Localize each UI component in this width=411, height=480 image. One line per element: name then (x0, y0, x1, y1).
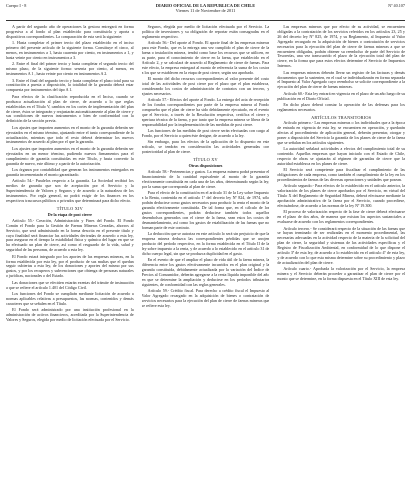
paragraph: Sin embargo, para los efectos de la aplicación de lo dispuesto en este artículo, se tendrán en consideración las actividades generadas con posterioridad al plan de cierre. (141, 139, 270, 155)
paragraph: Los funciones del Fondo se cumplirán mediante licitación de acuerdo a normas aplicables relativas a presupuestos, las normas, contenidos y demás caracteres que se señalen en el Título. (6, 291, 134, 306)
paragraph: Artículo 56.- Del aporte al Fondo. El aporte final de las empresas mineras para este Fondo, que es la entrega una vez cumplido el plan de cierre de la faena o instalación minera, tendrá como base los recursos que se utilicen, en su parte, para el conocimiento de cierre en la faena, que establecido en el Artículo 2, y se calculará de acuerdo al Reglamento de cierre de faenas. Para este efecto, la empresa entregará al monto de referencia la suma de los costos a los que se establecen en la etapa de post cierre, según sea aprobado. (141, 40, 270, 75)
paragraph: El Fondo será administrado por una institución profesional en la administración de activos financieros, acreditada por la Superintendencia de Valores y Seguros, elegida por medio de licitación efectuada por el Servicio. (6, 307, 134, 323)
paragraph: En dicho plazo deberá constar la operación de las defensas para los reglamentos necesarios. (277, 102, 405, 112)
section-subheading: Otras disposiciones (188, 163, 223, 169)
paragraph: Las donaciones que se efectúen estarán exentas del trámite de insinuación a que se refiere el artículo 1.401 del Código Civil. (6, 279, 134, 290)
header-center (76, 3, 335, 13)
text-columns (6, 25, 405, 477)
paragraph: Artículo 55.- Creación, Administración y Fines del Fondo. El Fondo Común el Fondo para la Gestión de Faenas Mineras Cerradas, ahorros al Servicio, que será administrado en la forma descrita en el presente título y cuya finalidad será financiar las actividades derivadas de acuerdo a esta ley, para asegurar en el tiempo la estabilidad física y química del lugar en que se ha efectuado un plan de cierre, así como el resguardo de la vida, salud y seguridad de las personas, de acuerdo a esta ley. (6, 217, 134, 253)
paragraph: El proceso de valorización respecto de la fase de cierre deberá efectuarse en el plazo de dos años, de manera que existan los aspectos sustanciales a evaluarse de acuerdo con los reglamentos correspondientes. (277, 209, 405, 225)
paragraph: El Servicio será competente para fiscalizar el cumplimiento de las obligaciones de cada empresa, como también el cumplimiento de la ley en los procedimientos de faenas de las diversas operaciones y unidades que posean. (277, 167, 405, 182)
paragraph: Los órganos por contabilidad que generan los instrumentos entregados en garantía incrementarán el monto garantizado. (6, 166, 134, 177)
paragraph: Artículo 58.- Pertenencias y gastos. La empresa minera podrá presentar el financiamiento de la cantidad equivalente al monto de la garantía efectivamente constituida en cada una de las años, determinando según la ley, por la suma que corresponda al plan de cierre. (141, 169, 270, 189)
paragraph: En el evento de que el ampliar el plazo de vida útil de la faena minera, la diferencia entre los gastos efectivamente incurridos en el plan original y la garantía constituida, debidamente actualizada por la variación del Índice de Precios al Consumidor, deberán agregarse a la renta líquida imponible del año en que se determine la ampliación y deducirse en los períodos tributarios siguientes, de conformidad con las reglas generales. (141, 257, 270, 287)
page-header (6, 3, 405, 21)
paragraph: La deducción que se autoriza en este artículo lo será sin perjuicio de que la empresa minera deduzca las correspondientes pérdidas que se arrojen producto del período respectivo, en la forma establecida en el Título II de la ley sobre impuesto a la renta, y de acuerdo a lo establecido en el artículo 31 de dicho cuerpo legal, sin que se produzca duplicidad en el gasto. (141, 231, 270, 256)
column-3 (277, 25, 405, 477)
paragraph: Las empresas mineras que por efecto de su actividad, se encuentren obligadas a la contratación de los servicios referidos en los artículos 23, 25 y 26 del decreto ley Nº 825, de 1974, y su Reglamento, al Impuesto al Valor Agregado recargado en la adquisición de bienes o contratación de servicios necesarios para la ejecución del plan de cierre de faenas mineras a que se encuentren obligadas, podrán obtener su reembolso de parte del Servicio de Tesorerías, una vez transcurrido el plazo de la ejecución total del plan de cierre, en la forma que para estos efectos determine el Servicio de Impuestos Internos. (277, 25, 405, 69)
paragraph: Para efectos de la clasificación reproducida en el Inciso, cuando se produzca actualización al plan de cierre, de acuerdo a lo que reglas establecidas en el Título V, cambios en los cortes de implementación del plan de cierre, éstos se integrarán y reajustarán automáticamente al plan de cierre y sus condiciones de nuevos instrumentos o bien de conformidad con la definición de la sección previa. (6, 93, 134, 124)
publication-date: Viernes 11 de Noviembre de 2011 (175, 8, 236, 13)
header-left (6, 3, 76, 8)
paragraph: Artículo cuarto.- Aprobada la valorización por el Servicio, la empresa minera y el Servicio deberán proceder a garantizar el plan de cierre por el monto que se determine, en la forma dispuesta en el Título XIII de esta ley. (277, 266, 405, 282)
paragraph: Artículo 54.- Paralelos respecto a la garantía. La Sociedad recibirá los medios de garantía que son de aceptación por el Servicio y la Superintendencia de Valores y Seguros y de acuerdo a la naturaleza de los instrumentos. Por regla general, no podrá exigir de los finances en los respectivos trascursos públicos o privados que determinará para dicho efecto. (6, 178, 134, 203)
section-heading: TÍTULO XV (193, 157, 218, 163)
section-page-label: Cuerpo I - 8 (6, 3, 27, 8)
paragraph: 2. Entre el final del primer tercio y hasta completar el segundo tercio del mismo plazo, de la siguiente forma: sesenta por ciento, al menos, en instrumentos A 1 , hasta veinte por ciento en instrumentos A 2. (6, 61, 134, 77)
paragraph: El Fondo estará integrado por los aportes de las empresas mineras, en la forma establecida por esta ley, por el producto de sus multas que el quedan seguir cubiertas a esta ley, de los donaciones y aportes del mismo por sus gastos, y por los recuperos y subvenciones que obtenga de personas naturales o jurídicas, nacionales o del Estado. (6, 253, 134, 279)
paragraph: Para el efecto de la constitución en el artículo 31 de la Ley sobre Impuesto a la Renta, contenida en el artículo 1º del decreto ley Nº 824, de 1974, sólo podrán deducirse como gastos necesarios para producir la renta el monto de la garantía efectivamente constituida. De tal forma que, en el cálculo de los gastos correspondientes, podrán deducirse también todos aquellos desembolsos generados con el cierre de la faena, sean estos los costos de desmantelamiento, así como los gastos de estabilización de las faenas que no forman parte de este contrato. (141, 190, 270, 230)
paragraph: El monto del dicho recursos correspondientes al valor presente del costo total de las actividades de post cierre por el plazo que el plan establezca, considerando los costos de administración de contratos con un tercero, y ajustes necesarios. (141, 76, 270, 96)
section-heading: TÍTULO XIV (56, 205, 83, 211)
paragraph: Seguros, elegida por medio de licitación efectuada por el Servicio. La política de inversiones y su obligación de reportar están consagradas en el reglamento respectivo. (141, 25, 270, 39)
paragraph: 3. Entre el final del segundo tercio y hasta completar el plazo total para su constitución a puesta a disposición, la totalidad de la garantía deberá estar compuesta por instrumentos del tipo A 1. (6, 77, 134, 93)
issue-number: Nº 40.107 (388, 3, 405, 8)
paragraph: Artículo 57.- Efectos del aporte al Fondo. La entrega del acta de recepción de los fondos correspondientes por parte de la empresa minera al Fondo comprueba que el plan de cierre ha sido debidamente ejecutado, en el evento que el Servicio, a través de la Resolución respectiva, certifica el cierre y apertura técnica de la faena, y por tanto que la empresa minera se libera de la responsabilidad por la implementación de las medidas de post cierre. (141, 97, 270, 127)
paragraph: Las empresas mineras deberán llevar un registro de las facturas y demás documentos que la sustenten, en el cual se individualizarán en forma separada el Impuesto al Valor Agregado cuyo reembolso se solicite correspondiente a la ejecución del plan de cierre de faenas mineras. (277, 69, 405, 90)
column-2 (142, 25, 270, 477)
section-heading: ARTÍCULOS TRANSITORIOS (311, 114, 372, 120)
publication-title: DIARIO OFICIAL DE LA REPUBLICA DE CHILE (155, 3, 256, 8)
paragraph: Artículo 59.- Crédito fiscal. Para derecho a crédito fiscal el Impuesto al Valor Agregado recargado en la adquisición de bienes o contratación de servicios necesarios para la ejecución del plan de cierre de faenas mineras que se refiere esta ley. (141, 288, 270, 308)
section-subheading: De la etapa de post cierre (47, 211, 92, 217)
header-right (335, 3, 405, 8)
paragraph: Los ajustes que importen aumentos en el monto de la garantía deberán ser ejecutados en un menor término, pudiendo nuevos firmamentos para el cumplimiento de garantía constituidas en este Título, y hasta convertir la garantía de nuevo, este último y a partir de la autorización. (6, 145, 134, 166)
paragraph: 1. Hasta completar el primer tercio del plazo establecido en el inciso primero del presente artículo de la siguiente forma. Constituye el cinco, al menos, en instrumentos a 1, hasta cuarenta por ciento, en instrumentos a 1, y hasta veinte por ciento en instrumentos a 3. (6, 40, 134, 60)
paragraph: Artículo tercero.- Se considerará respecto de la situación de las faenas que se hayan terminado de ser realizadas en el momento procedimental, las necesarias adecuadas en la actividad respecto de la materia de la solicitud del plan de cierre, la seguridad y sistemas de las actividades específicas y el Registro de Fiscalización Ambiental, en conformidad de lo que dispone el artículo 3º de esta ley, de acuerdo a lo establecido en el artículo 4º de esta ley, y de acuerdo con lo que esta misma determine sobre su procedimiento y plazo de actualización del plan de cierre. (277, 225, 405, 265)
paragraph: A partir del segundo año de operaciones la gestora entregará en forma progresiva a al fondo al plan establecido para constituirla y aporta a dispositivos correspondientes. La comparación de esta será la siguiente: (6, 25, 134, 39)
paragraph: La autoridad señalará actividades a efectos del cumplimiento total de su contenido. Aquellas empresas que hayan iniciado con el Estado de Chile, respecto de obras se ajustarán al régimen de garantías de cierre que la autoridad establezca en los planes de cierre. (277, 145, 405, 166)
paragraph: Artículo primero.- Las empresas mineras o los individuales que a la época de entrada en vigencia de esta ley, se encuentren en operación, y quedarán afectas al procedimiento de aplicación general, deberán presentar, otorgar y poner a disposición del Servicio la garantía de los planes de cierre de la faena que se señalan en los artículos siguientes. (277, 119, 405, 145)
paragraph: Artículo 60.- Esta ley entrará en vigencia en el plazo de un año luego de su publicación en el Diario Oficial. (277, 90, 405, 101)
paragraph: Las funciones de las medidas de post cierre serán efectuadas con cargo al Fondo, por el Servicio a quien éste designe, de acuerdo a la ley. (141, 128, 270, 139)
column-1 (6, 25, 134, 477)
paragraph: Los ajustes que importen aumentos en el monto de la garantía deberán ser ejecutados en el mismo término, ajustando entre el tanto correspondiente de la actualización, mientras que todo el resto deberá determinar los nuevos instrumentos de acuerdo al plan por el que la garantía. (6, 124, 134, 145)
paragraph: Artículo segundo.- Para efectos de lo establecido en el artículo anterior, la valorización de los planes de cierre aprobados por el Servicio, en virtud del Título X del Reglamento de Seguridad Minera, deberá efectuarse mediante la aprobación administrativa de la faena por el Servicio, cuando procediese, efectuándose, de acuerdo a las normas de la ley Nº 19.300. (277, 183, 405, 208)
